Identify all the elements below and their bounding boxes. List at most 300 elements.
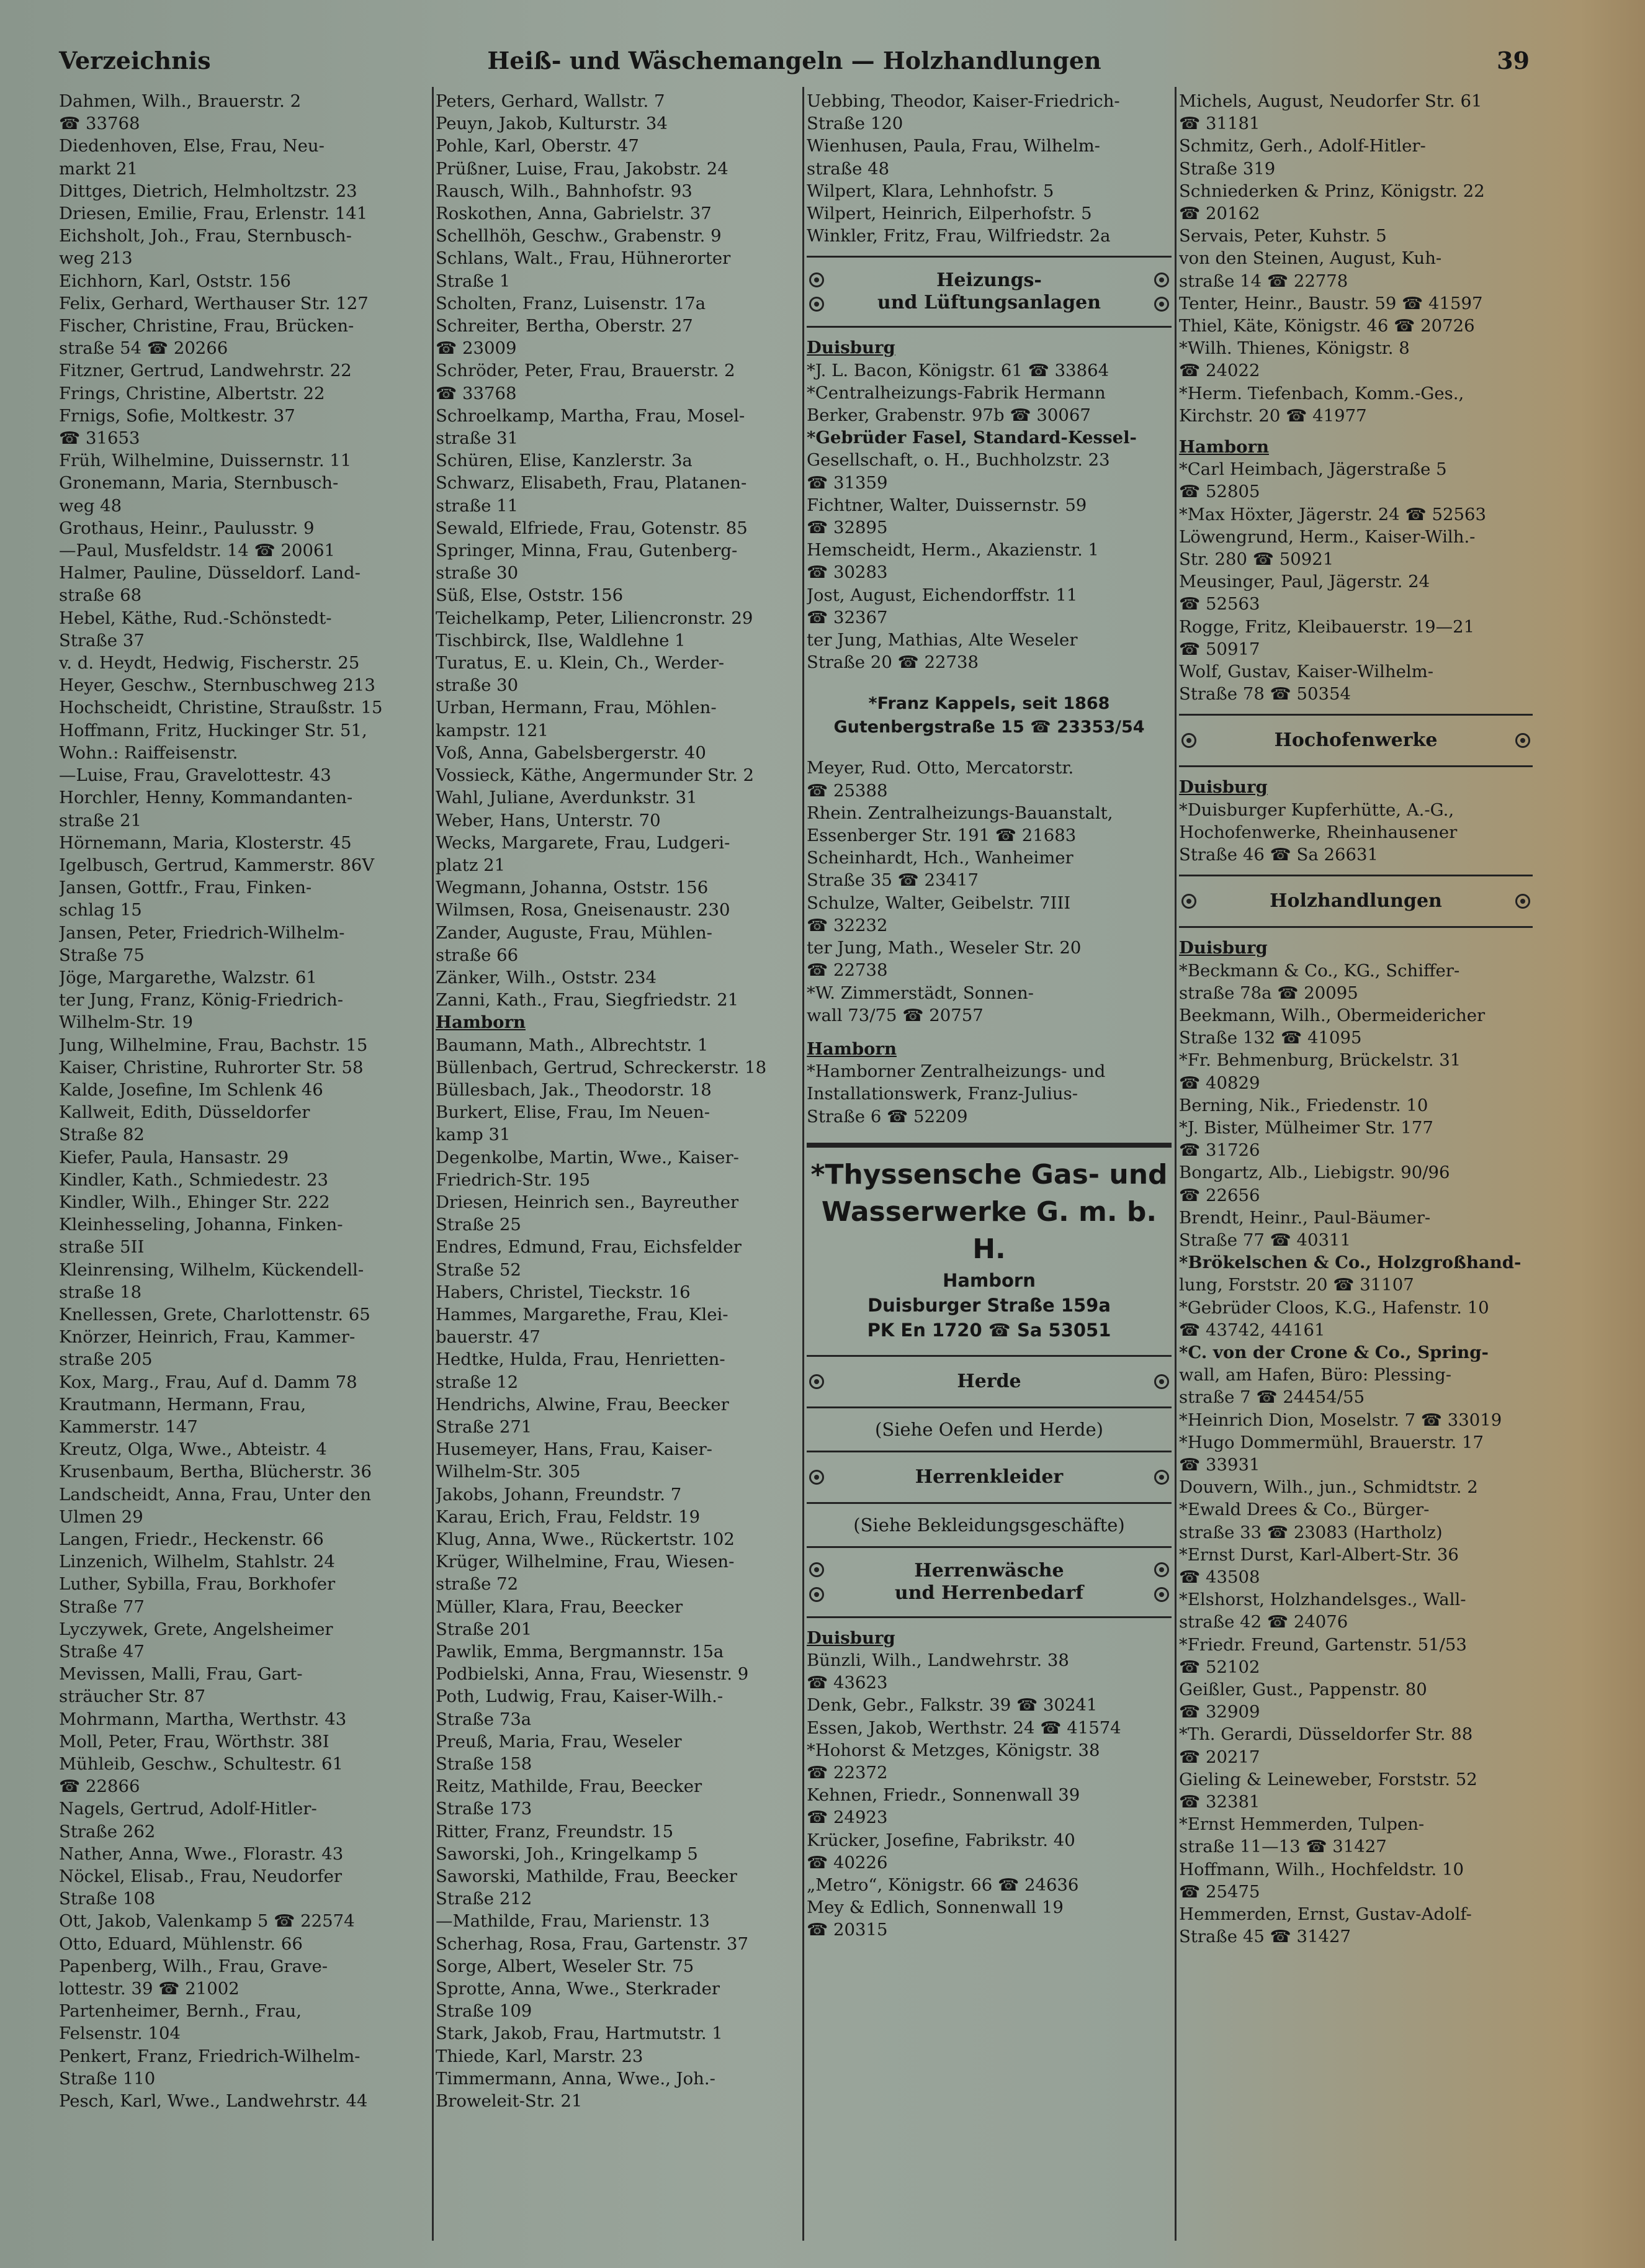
entry-line: Gronemann, Maria, Sternbusch- (59, 473, 339, 493)
bullet-icon (809, 1470, 824, 1485)
entry-line: Hoffmann, Fritz, Huckinger Str. 51, (59, 720, 367, 740)
entry-line: Knellessen, Grete, Charlottenstr. 65 (59, 1304, 370, 1325)
entry-line: Eichhorn, Karl, Oststr. 156 (59, 271, 291, 291)
entry-line: Pawlik, Emma, Bergmannstr. 15a (436, 1642, 724, 1662)
entry-line: ☎ 33931 (1179, 1454, 1260, 1475)
entry-line: Kirchstr. 20 ☎ 41977 (1179, 405, 1367, 426)
entry-line: Scheinhardt, Hch., Wanheimer (807, 848, 1074, 868)
entry-line: Igelbusch, Gertrud, Kammerstr. 86V (59, 855, 375, 875)
entry-line: ☎ 32381 (1179, 1792, 1260, 1812)
entry-line: Thiede, Karl, Marstr. 23 (436, 2046, 643, 2066)
entry-line: Straße 132 ☎ 41095 (1179, 1028, 1362, 1048)
entry-line: *C. von der Crone & Co., Spring- (1179, 1342, 1489, 1362)
entry-line: ☎ 33768 (436, 383, 517, 403)
header-title: Heiß- und Wäschemangeln — Holzhandlungen (487, 47, 1101, 74)
entry-line: Endres, Edmund, Frau, Eichsfelder (436, 1237, 742, 1258)
entry-line: *Fr. Behmenburg, Brückelstr. 31 (1179, 1050, 1461, 1071)
entry-line: Uebbing, Theodor, Kaiser-Friedrich- (807, 91, 1120, 111)
entry-line: Fischer, Christine, Frau, Brücken- (59, 316, 354, 336)
entry-line: ☎ 52563 (1179, 594, 1260, 614)
entry-line: *Heinrich Dion, Moselstr. 7 ☎ 33019 (1179, 1410, 1502, 1430)
advert-line: *Franz Kappels, seit 1868 (868, 694, 1110, 714)
column-rule (432, 87, 434, 2241)
entry-line: Krautmann, Hermann, Frau, (59, 1394, 307, 1415)
entry-line: Meusinger, Paul, Jägerstr. 24 (1179, 572, 1430, 592)
entry-line: ☎ 22372 (807, 1762, 888, 1783)
entry-line: Mühleib, Geschw., Schultestr. 61 (59, 1754, 344, 1775)
entry-line: Habers, Christel, Tieckstr. 16 (436, 1282, 691, 1302)
entry-line: Schüren, Elise, Kanzlerstr. 3a (436, 451, 693, 471)
entry-line: ☎ 32232 (807, 915, 888, 935)
entry-line: Preuß, Maria, Frau, Weseler (436, 1731, 682, 1752)
entry-line: Süß, Else, Oststr. 156 (436, 585, 624, 606)
entry-line: Zander, Auguste, Frau, Mühlen- (436, 922, 712, 943)
entry-line: Douvern, Wilh., jun., Schmidtstr. 2 (1179, 1477, 1478, 1498)
entry-line: Dahmen, Wilh., Brauerstr. 2 (59, 91, 302, 111)
entry-line: Frnigs, Sofie, Moltkestr. 37 (59, 405, 295, 426)
entry-line: Straße 20 ☎ 22738 (807, 652, 979, 673)
entry-line: Klug, Anna, Wwe., Rückertstr. 102 (436, 1529, 735, 1549)
entry-line: straße 18 (59, 1282, 142, 1302)
advert-line: Gutenbergstraße 15 ☎ 23353/54 (833, 718, 1145, 737)
entry-line: straße 30 (436, 675, 519, 696)
entry-line: Rhein. Zentralheizungs-Bauanstalt, (807, 803, 1113, 823)
entry-line: *Gebrüder Fasel, Standard-Kessel- (807, 428, 1137, 448)
entry-line: Voß, Anna, Gabelsbergerstr. 40 (436, 742, 706, 763)
entry-line: Teichelkamp, Peter, Liliencronstr. 29 (436, 608, 753, 628)
entry-line: *Gebrüder Cloos, K.G., Hafenstr. 10 (1179, 1297, 1489, 1318)
entry-line: —Mathilde, Frau, Marienstr. 13 (436, 1911, 710, 1932)
entry-line: Reitz, Mathilde, Frau, Beecker (436, 1776, 702, 1797)
entry-line: Diedenhoven, Else, Frau, Neu- (59, 136, 325, 156)
entry-line: weg 48 (59, 495, 122, 516)
category-title: und Herrenbedarf (894, 1582, 1084, 1604)
entry-line: *Th. Gerardi, Düsseldorfer Str. 88 (1179, 1724, 1473, 1745)
entry-line: straße 68 (59, 585, 142, 606)
entry-line: „Metro“, Königstr. 66 ☎ 24636 (807, 1874, 1079, 1895)
entry-line: ter Jung, Mathias, Alte Weseler (807, 630, 1078, 650)
entry-line: Geißler, Gust., Pappenstr. 80 (1179, 1680, 1427, 1699)
entry-list (807, 90, 1172, 247)
entry-line: Wilhelm-Str. 305 (436, 1462, 581, 1482)
entry-line: Kindler, Kath., Schmiedestr. 23 (59, 1169, 328, 1190)
entry-line: Schreiter, Bertha, Oberstr. 27 (436, 316, 693, 336)
entry-list (436, 90, 800, 1011)
entry-line: Straße 25 (436, 1215, 521, 1235)
entry-line: Kaiser, Christine, Ruhrorter Str. 58 (59, 1057, 364, 1078)
entry-list (1179, 960, 1533, 1948)
bullet-icon (1154, 297, 1169, 312)
entry-line: Straße 262 (59, 1821, 156, 1842)
bullet-icon (1515, 733, 1530, 748)
entry-line: Straße 46 ☎ Sa 26631 (1179, 845, 1379, 865)
entry-line: Poth, Ludwig, Frau, Kaiser-Wilh.- (436, 1686, 724, 1707)
entry-line: Wegmann, Johanna, Oststr. 156 (436, 878, 709, 898)
entry-line: wall 73/75 ☎ 20757 (807, 1005, 984, 1025)
entry-line: lung, Forststr. 20 ☎ 31107 (1179, 1275, 1414, 1295)
bullet-icon (1181, 733, 1196, 748)
entry-line: *Herm. Tiefenbach, Komm.-Ges., (1179, 383, 1464, 403)
entry-line: ☎ 32895 (807, 518, 888, 538)
entry-line: Winkler, Fritz, Frau, Wilfriedstr. 2a (807, 226, 1111, 246)
entry-line: Mohrmann, Martha, Werthstr. 43 (59, 1709, 347, 1729)
entry-line: Schroelkamp, Martha, Frau, Mosel- (436, 405, 745, 426)
column-1 (59, 90, 428, 2250)
entry-line: Wilhelm-Str. 19 (59, 1012, 194, 1033)
category-title: Herrenkleider (915, 1465, 1064, 1488)
entry-line: Wahl, Juliane, Averdunkstr. 31 (436, 788, 697, 808)
bullet-icon (1154, 1587, 1169, 1602)
entry-line: Straße 120 (807, 114, 903, 134)
entry-line: Karau, Erich, Frau, Feldstr. 19 (436, 1506, 701, 1527)
entry-line: straße 42 ☎ 24076 (1179, 1612, 1348, 1632)
entry-line: Heyer, Geschw., Sternbuschweg 213 (59, 675, 375, 696)
category-title: Hochofenwerke (1274, 729, 1438, 752)
advert-line: PK En 1720 ☎ Sa 53051 (867, 1319, 1111, 1341)
entry-line: straße 5II (59, 1237, 145, 1258)
entry-line: Straße 173 (436, 1799, 532, 1819)
entry-line: ☎ 50917 (1179, 639, 1260, 659)
category-title: und Lüftungsanlagen (877, 292, 1101, 314)
entry-line: Straße 319 (1179, 158, 1276, 179)
entry-line: *Duisburger Kupferhütte, A.-G., (1179, 799, 1455, 820)
entry-line: Ulmen 29 (59, 1506, 143, 1527)
entry-line: Jansen, Gottfr., Frau, Finken- (59, 878, 312, 898)
cross-reference: (Siehe Bekleidungsgeschäfte) (853, 1514, 1125, 1536)
entry-line: Stark, Jakob, Frau, Hartmutstr. 1 (436, 2023, 723, 2044)
entry-line: Peuyn, Jakob, Kulturstr. 34 (436, 114, 668, 134)
entry-line: Wecks, Margarete, Frau, Ludgeri- (436, 832, 730, 853)
entry-line: Gieling & Leineweber, Forststr. 52 (1179, 1769, 1477, 1789)
entry-line: Wilpert, Heinrich, Eilperhofstr. 5 (807, 204, 1092, 224)
column-3 (807, 90, 1172, 2250)
entry-line: ter Jung, Math., Weseler Str. 20 (807, 938, 1082, 958)
entry-line: ☎ 22866 (59, 1776, 140, 1797)
entry-line: *Wilh. Thienes, Königstr. 8 (1179, 338, 1410, 359)
advert-line: Duisburger Straße 159a (867, 1294, 1111, 1316)
entry-line: Jung, Wilhelmine, Frau, Bachstr. 15 (59, 1035, 368, 1055)
entry-line: Früh, Wilhelmine, Duissernstr. 11 (59, 451, 352, 471)
entry-line: kampstr. 121 (436, 720, 549, 740)
entry-list (807, 359, 1172, 674)
advert-line: Hamborn (943, 1269, 1036, 1291)
entry-line: Zanni, Kath., Frau, Siegfriedstr. 21 (436, 990, 739, 1010)
entry-line: Hammes, Margarethe, Frau, Klei- (436, 1304, 728, 1325)
entry-line: ☎ 52805 (1179, 482, 1260, 502)
entry-line: Driesen, Heinrich sen., Bayreuther (436, 1192, 739, 1212)
entry-line: Denk, Gebr., Falkstr. 39 ☎ 30241 (807, 1695, 1098, 1716)
entry-line: bauerstr. 47 (436, 1327, 540, 1348)
advert-line: *Thyssensche Gas- und (810, 1158, 1168, 1190)
entry-line: Straße 75 (59, 945, 145, 965)
entry-line: Kallweit, Edith, Düsseldorfer (59, 1102, 310, 1123)
entry-line: Zänker, Wilh., Oststr. 234 (436, 967, 657, 988)
entry-line: Penkert, Franz, Friedrich-Wilhelm- (59, 2046, 361, 2066)
entry-line: *Max Höxter, Jägerstr. 24 ☎ 52563 (1179, 504, 1486, 524)
entry-line: Schlans, Walt., Frau, Hühnerorter (436, 248, 731, 269)
entry-line: ☎ 52102 (1179, 1657, 1260, 1677)
entry-line: *Hugo Dommermühl, Brauerstr. 17 (1179, 1432, 1484, 1452)
entry-line: Straße 201 (436, 1619, 532, 1639)
entry-line: Straße 52 (436, 1259, 521, 1280)
column-4 (1179, 90, 1533, 2250)
entry-line: Straße 73a (436, 1709, 532, 1729)
entry-line: Nagels, Gertrud, Adolf-Hitler- (59, 1799, 317, 1819)
entry-line: straße 11 (436, 495, 519, 516)
entry-line: ☎ 43508 (1179, 1567, 1260, 1587)
entry-line: ☎ 31181 (1179, 114, 1260, 134)
entry-line: Prüßner, Luise, Frau, Jakobstr. 24 (436, 158, 728, 179)
entry-line: Berning, Nik., Friedenstr. 10 (1179, 1095, 1428, 1115)
entry-line: Meyer, Rud. Otto, Mercatorstr. (807, 758, 1074, 778)
page-header (59, 47, 1530, 84)
entry-line: Straße 37 (59, 630, 145, 650)
entry-line: Tischbirck, Ilse, Waldlehne 1 (436, 630, 686, 650)
entry-line: Jakobs, Johann, Freundstr. 7 (436, 1484, 682, 1505)
entry-line: Scherhag, Rosa, Frau, Gartenstr. 37 (436, 1933, 748, 1954)
entry-line: Podbielski, Anna, Frau, Wiesenstr. 9 (436, 1664, 749, 1685)
entry-line: straße 78a ☎ 20095 (1179, 983, 1358, 1003)
entry-line: Papenberg, Wilh., Frau, Grave- (59, 1956, 328, 1976)
entry-line: *Friedr. Freund, Gartenstr. 51/53 (1179, 1634, 1467, 1655)
entry-line: Turatus, E. u. Klein, Ch., Werder- (436, 653, 725, 673)
entry-line: Krücker, Josefine, Fabrikstr. 40 (807, 1830, 1075, 1850)
entry-line: Kreutz, Olga, Wwe., Abteistr. 4 (59, 1439, 327, 1460)
entry-line: Sprotte, Anna, Wwe., Sterkrader (436, 1979, 720, 1999)
entry-line: Pohle, Karl, Oberstr. 47 (436, 136, 639, 156)
entry-line: Straße 158 (436, 1754, 532, 1775)
entry-line: Moll, Peter, Frau, Wörthstr. 38I (59, 1731, 329, 1752)
entry-line: Straße 1 (436, 271, 511, 291)
entry-line: —Luise, Frau, Gravelottestr. 43 (59, 765, 331, 786)
entry-line: ☎ 32367 (807, 607, 888, 628)
entry-line: Straße 109 (436, 2001, 532, 2022)
entry-line: Büllenbach, Gertrud, Schreckerstr. 18 (436, 1057, 767, 1078)
entry-line: Büllesbach, Jak., Theodorstr. 18 (436, 1079, 712, 1100)
entry-line: Straße 78 ☎ 50354 (1179, 684, 1351, 704)
section-heading-hamborn: Hamborn (436, 1012, 526, 1033)
entry-line: Fitzner, Gertrud, Landwehrstr. 22 (59, 361, 352, 381)
entry-line: *Hamborner Zentralheizungs- und (807, 1061, 1106, 1082)
bullet-icon (1181, 894, 1196, 909)
entry-line: ☎ 20162 (1179, 204, 1260, 224)
entry-line: *Elshorst, Holzhandelsges., Wall- (1179, 1590, 1466, 1610)
entry-line: Straße 110 (59, 2068, 156, 2089)
category-title: Herrenwäsche (914, 1559, 1064, 1582)
entry-line: Rausch, Wilh., Bahnhofstr. 93 (436, 181, 693, 201)
entry-line: v. d. Heydt, Hedwig, Fischerstr. 25 (59, 653, 360, 673)
entry-line: *Beckmann & Co., KG., Schiffer- (1179, 960, 1460, 981)
entry-line: Mey & Edlich, Sonnenwall 19 (807, 1897, 1064, 1918)
entry-line: Krüger, Wilhelmine, Frau, Wiesen- (436, 1552, 735, 1572)
entry-line: Hedtke, Hulda, Frau, Henrietten- (436, 1349, 725, 1370)
entry-line: Jöge, Margarethe, Walzstr. 61 (59, 967, 317, 988)
entry-list (807, 1649, 1172, 1942)
entry-line: Jansen, Peter, Friedrich-Wilhelm- (59, 922, 345, 943)
section-heading-hamborn: Hamborn (1179, 437, 1269, 457)
entry-line: Wolf, Gustav, Kaiser-Wilhelm- (1179, 662, 1434, 682)
entry-line: Saworski, Mathilde, Frau, Beecker (436, 1866, 737, 1887)
bullet-icon (809, 1374, 824, 1389)
entry-line: straße 205 (59, 1349, 153, 1370)
entry-line: wall, am Hafen, Büro: Plessing- (1179, 1365, 1452, 1385)
entry-line: ☎ 32909 (1179, 1702, 1260, 1722)
entry-line: Schwarz, Elisabeth, Frau, Platanen- (436, 473, 747, 493)
entry-line: Schellhöh, Geschw., Grabenstr. 9 (436, 226, 722, 246)
entry-line: Ott, Jakob, Valenkamp 5 ☎ 22574 (59, 1911, 355, 1932)
entry-line: ☎ 33768 (59, 114, 140, 134)
entry-line: Gesellschaft, o. H., Buchholzstr. 23 (807, 450, 1110, 470)
entry-line: Sorge, Albert, Weseler Str. 75 (436, 1956, 694, 1976)
entry-line: Partenheimer, Bernh., Frau, (59, 2001, 302, 2022)
entry-line: schlag 15 (59, 900, 142, 920)
entry-line: ter Jung, Franz, König-Friedrich- (59, 990, 344, 1010)
entry-line: Jost, August, Eichendorffstr. 11 (807, 585, 1078, 605)
entry-line: Ritter, Franz, Freundstr. 15 (436, 1821, 674, 1842)
entry-line: *Centralheizungs-Fabrik Hermann (807, 382, 1106, 403)
entry-line: Michels, August, Neudorfer Str. 61 (1179, 91, 1482, 111)
entry-line: Langen, Friedr., Heckenstr. 66 (59, 1529, 324, 1549)
entry-line: Landscheidt, Anna, Frau, Unter den (59, 1484, 372, 1505)
entry-line: Kiefer, Paula, Hansastr. 29 (59, 1147, 289, 1168)
entry-list (1179, 799, 1533, 866)
entry-line: Straße 212 (436, 1889, 532, 1909)
entry-line: straße 7 ☎ 24454/55 (1179, 1387, 1365, 1408)
page-number: 39 (1497, 47, 1530, 74)
advert-thyssen (807, 1143, 1172, 1343)
entry-line: Wienhusen, Paula, Frau, Wilhelm- (807, 136, 1100, 156)
entry-line: Hemmerden, Ernst, Gustav-Adolf- (1179, 1904, 1472, 1925)
entry-line: Straße 77 ☎ 40311 (1179, 1230, 1351, 1250)
entry-line: Horchler, Henny, Kommandanten- (59, 788, 353, 808)
header-left: Verzeichnis (59, 47, 211, 74)
entry-line: Schulze, Walter, Geibelstr. 7III (807, 893, 1071, 913)
entry-line: ☎ 22656 (1179, 1185, 1260, 1205)
entry-line: *Ernst Hemmerden, Tulpen- (1179, 1814, 1425, 1835)
column-2 (436, 90, 800, 2250)
entry-line: Bünzli, Wilh., Landwehrstr. 38 (807, 1650, 1069, 1670)
entry-line: Urban, Hermann, Frau, Möhlen- (436, 698, 717, 718)
entry-line: Krusenbaum, Bertha, Blücherstr. 36 (59, 1462, 372, 1482)
section-heading-duisburg: Duisburg (1179, 938, 1268, 958)
category-title: Holzhandlungen (1270, 890, 1442, 912)
advert-kappels (807, 692, 1172, 739)
entry-line: Beekmann, Wilh., Obermeidericher (1179, 1005, 1486, 1025)
entry-line: ☎ 22738 (807, 960, 888, 981)
entry-list (1179, 458, 1533, 705)
entry-list (807, 1060, 1172, 1128)
cross-reference: (Siehe Oefen und Herde) (875, 1418, 1103, 1440)
entry-line: ☎ 25388 (807, 780, 888, 801)
entry-line: Thiel, Käte, Königstr. 46 ☎ 20726 (1179, 316, 1475, 336)
entry-line: Hoffmann, Wilh., Hochfeldstr. 10 (1179, 1859, 1464, 1879)
bullet-icon (1154, 1470, 1169, 1485)
entry-line: Sewald, Elfriede, Frau, Gotenstr. 85 (436, 518, 748, 538)
bullet-icon (809, 1587, 824, 1602)
entry-line: Bongartz, Alb., Liebigstr. 90/96 (1179, 1163, 1450, 1183)
bullet-icon (809, 272, 824, 287)
entry-line: platz 21 (436, 855, 506, 875)
entry-line: Straße 6 ☎ 52209 (807, 1106, 968, 1127)
entry-line: Scholten, Franz, Luisenstr. 17a (436, 293, 706, 313)
entry-line: straße 72 (436, 1574, 519, 1595)
entry-line: Hörnemann, Maria, Klosterstr. 45 (59, 832, 352, 853)
entry-line: *J. L. Bacon, Königstr. 61 ☎ 33864 (807, 360, 1109, 380)
entry-line: *J. Bister, Mülheimer Str. 177 (1179, 1117, 1433, 1138)
entry-line: Lyczywek, Grete, Angelsheimer (59, 1619, 333, 1639)
entry-line: Kammerstr. 147 (59, 1416, 198, 1437)
entry-line: Brendt, Heinr., Paul-Bäumer- (1179, 1207, 1431, 1228)
entry-line: ☎ 23009 (436, 338, 517, 359)
entry-line: ☎ 20315 (807, 1920, 888, 1940)
entry-line: Installationswerk, Franz-Julius- (807, 1084, 1078, 1104)
entry-line: Otto, Eduard, Mühlenstr. 66 (59, 1933, 303, 1954)
column-rule (1175, 87, 1177, 2241)
entry-line: ☎ 24022 (1179, 361, 1260, 381)
entry-line: Schniederken & Prinz, Königstr. 22 (1179, 181, 1485, 201)
entry-line: *Ernst Durst, Karl-Albert-Str. 36 (1179, 1544, 1459, 1565)
entry-line: Schröder, Peter, Frau, Brauerstr. 2 (436, 361, 735, 381)
entry-line: ☎ 31653 (59, 428, 140, 449)
entry-line: Broweleit-Str. 21 (436, 2091, 583, 2112)
column-rule (802, 87, 804, 2241)
entry-line: Linzenich, Wilhelm, Stahlstr. 24 (59, 1552, 335, 1572)
entry-line: Rogge, Fritz, Kleibauerstr. 19—21 (1179, 616, 1475, 637)
entry-line: Knörzer, Heinrich, Frau, Kammer- (59, 1327, 356, 1348)
entry-line: *W. Zimmerstädt, Sonnen- (807, 983, 1034, 1003)
entry-line: ☎ 43742, 44161 (1179, 1320, 1325, 1340)
entry-line: Wilmsen, Rosa, Gneisenaustr. 230 (436, 900, 730, 920)
entry-line: Löwengrund, Herm., Kaiser-Wilh.- (1179, 526, 1476, 547)
entry-list (1179, 90, 1533, 427)
entry-line: sträucher Str. 87 (59, 1686, 206, 1707)
entry-line: Hendrichs, Alwine, Frau, Beecker (436, 1394, 729, 1415)
entry-line: Wohn.: Raiffeisenstr. (59, 742, 238, 763)
entry-line: —Paul, Musfeldstr. 14 ☎ 20061 (59, 541, 335, 561)
entry-line: *Ewald Drees & Co., Bürger- (1179, 1500, 1430, 1520)
entry-list (436, 1034, 800, 2113)
entry-line: Straße 45 ☎ 31427 (1179, 1927, 1351, 1947)
entry-line: Dittges, Dietrich, Helmholtzstr. 23 (59, 181, 357, 201)
category-box-herde (807, 1355, 1172, 1408)
entry-line: straße 14 ☎ 22778 (1179, 271, 1348, 291)
entry-line: ☎ 40829 (1179, 1073, 1260, 1093)
entry-line: Wilpert, Klara, Lehnhofstr. 5 (807, 181, 1054, 201)
entry-line: *Brökelschen & Co., Holzgroßhand- (1179, 1253, 1522, 1273)
entry-list (807, 757, 1172, 1026)
entry-line: Eichsholt, Joh., Frau, Sternbusch- (59, 226, 352, 246)
entry-line: kamp 31 (436, 1125, 511, 1145)
entry-line: Friedrich-Str. 195 (436, 1169, 591, 1190)
entry-line: Vossieck, Käthe, Angermunder Str. 2 (436, 765, 755, 786)
entry-line: ☎ 25475 (1179, 1881, 1260, 1902)
entry-line: Hochofenwerke, Rheinhausener (1179, 822, 1458, 842)
entry-line: Driesen, Emilie, Frau, Erlenstr. 141 (59, 204, 368, 224)
entry-line: Pesch, Karl, Wwe., Landwehrstr. 44 (59, 2091, 368, 2112)
entry-line: weg 213 (59, 248, 133, 269)
entry-line: Kehnen, Friedr., Sonnenwall 39 (807, 1785, 1080, 1806)
entry-line: ☎ 20217 (1179, 1747, 1260, 1767)
bullet-icon (1154, 1374, 1169, 1389)
entry-line: Servais, Peter, Kuhstr. 5 (1179, 226, 1387, 246)
entry-line: Hebel, Käthe, Rud.-Schönstedt- (59, 608, 332, 628)
bullet-icon (809, 1562, 824, 1577)
entry-line: Weber, Hans, Unterstr. 70 (436, 810, 661, 830)
entry-line: Kalde, Josefine, Im Schlenk 46 (59, 1079, 323, 1100)
entry-line: straße 66 (436, 945, 519, 965)
bullet-icon (1515, 894, 1530, 909)
advert-line: Wasserwerke G. m. b. H. (821, 1195, 1157, 1265)
